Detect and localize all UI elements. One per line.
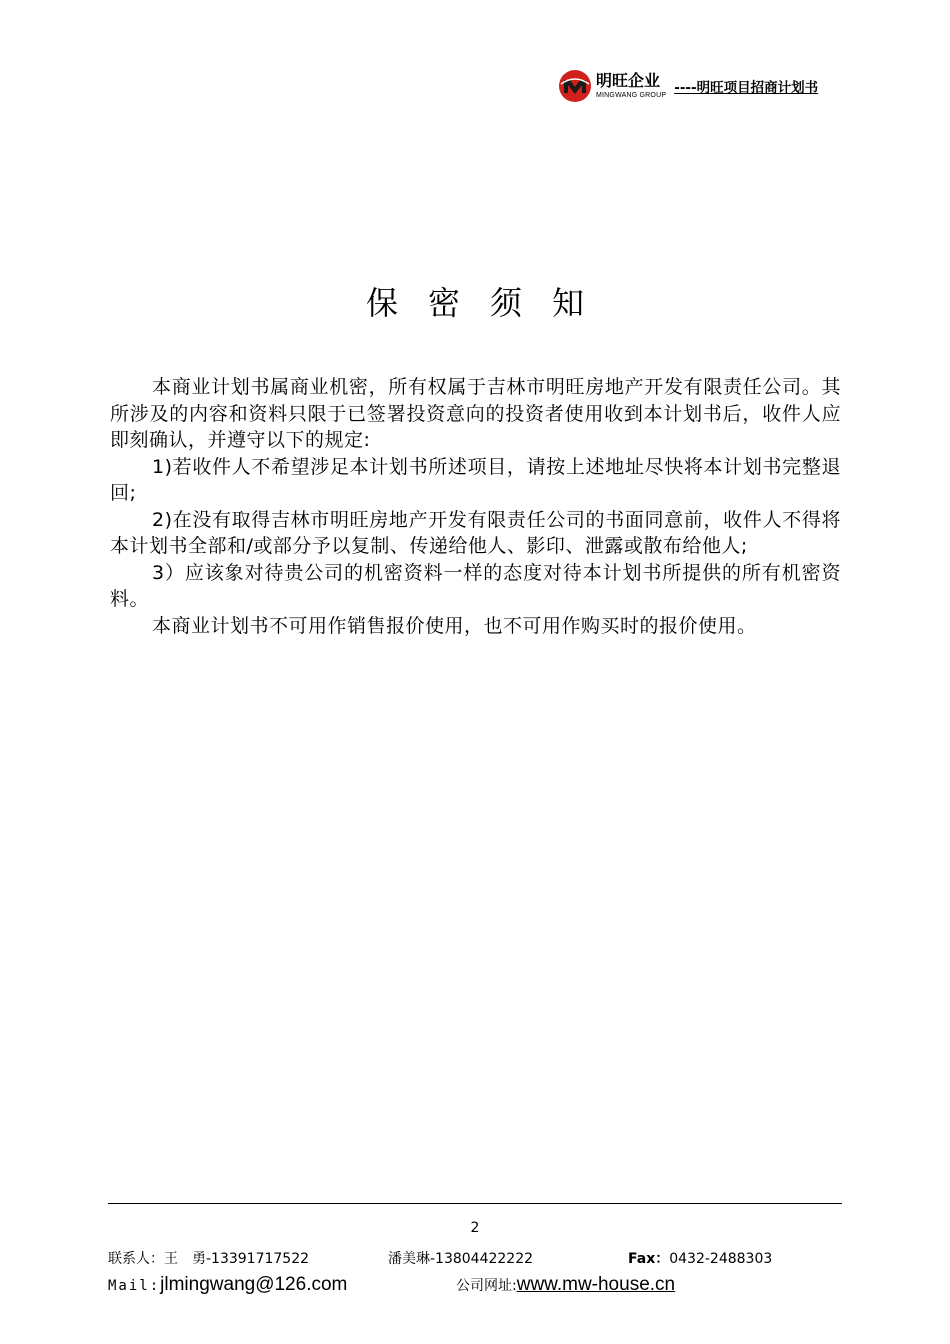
- mail-value[interactable]: jlmingwang@126.com: [160, 1274, 348, 1295]
- fax-label: Fax：: [628, 1251, 670, 1267]
- logo-wordmark: [596, 73, 666, 99]
- page-header: [558, 68, 848, 104]
- site-info: [456, 1274, 675, 1296]
- contact-wang: 联系人：王 勇-13391717522: [108, 1251, 310, 1267]
- logo-en-text: MINGWANG GROUP: [596, 92, 667, 99]
- site-label: 公司网址:: [456, 1278, 517, 1294]
- document-body: [110, 374, 841, 639]
- footer-contact-row: [108, 1248, 842, 1268]
- page-title: 保密须知: [365, 284, 614, 322]
- paragraph-closing: 本商业计划书不可用作销售报价使用，也不可用作购买时的报价使用。: [152, 614, 757, 637]
- logo-cn-text: 明旺企业: [596, 71, 661, 90]
- contact-pan: 潘美琳-13804422222: [388, 1251, 534, 1267]
- site-link[interactable]: www.mw-house.cn: [516, 1274, 676, 1295]
- page-number: 2: [470, 1220, 480, 1236]
- paragraph-rule-3: 3）应该象对待贵公司的机密资料一样的态度对待本计划书所提供的所有机密资料。: [110, 561, 841, 610]
- paragraph-rule-1: 1)若收件人不希望涉足本计划书所述项目，请按上述地址尽快将本计划书完整退回;: [110, 455, 841, 504]
- paragraph-intro: 本商业计划书属商业机密，所有权属于吉林市明旺房地产开发有限责任公司。其所涉及的内容和资料只限于已签署投资意向的投资者使用收到本计划书后，收件人应即刻确认，并遵守以下的规定:: [110, 376, 841, 451]
- fax-info: [628, 1248, 772, 1268]
- footer-web-row: [108, 1272, 842, 1298]
- mail-label: Mail:: [108, 1278, 161, 1294]
- header-title: ----明旺项目招商计划书: [674, 80, 819, 96]
- fax-value: 0432-2488303: [669, 1251, 773, 1267]
- mail-info: [108, 1274, 347, 1296]
- mingwang-logo-icon: [558, 69, 592, 103]
- footer-divider: [108, 1203, 842, 1204]
- paragraph-rule-2: 2)在没有取得吉林市明旺房地产开发有限责任公司的书面同意前，收件人不得将本计划书全部和/或部分予以复制、传递给他人、影印、泄露或散布给他人;: [110, 508, 841, 557]
